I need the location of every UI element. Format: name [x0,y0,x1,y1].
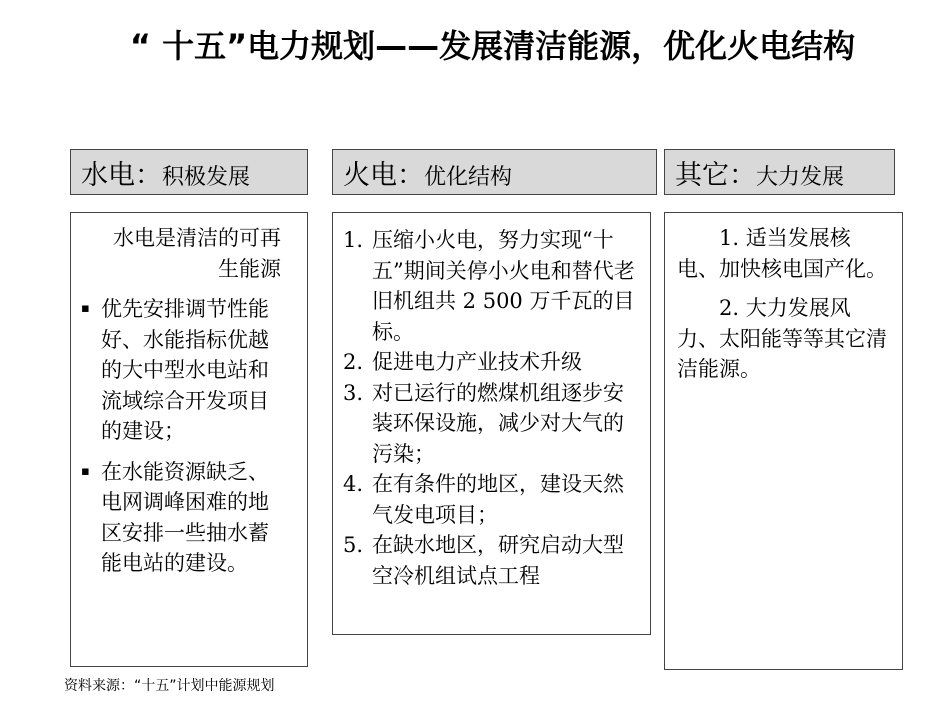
header-thermal-main: 火电： [343,160,424,191]
header-hydropower-sub: 积极发展 [162,165,251,190]
other-paragraph-2: 2. 大力发展风力、太阳能等等其它清洁能源。 [677,296,887,381]
hydropower-intro: 水电是清洁的可再生能源 [113,226,281,281]
header-other [664,149,895,195]
header-hydropower [70,149,308,195]
thermal-item-1 [343,225,642,347]
hydropower-bullet-2 [71,457,286,579]
item-number: 5. [343,533,364,557]
page-title: “ 十五”电力规划——发展清洁能源，优化火电结构 [129,27,856,65]
thermal-item-5 [343,530,642,591]
header-other-sub: 大力发展 [756,165,845,190]
thermal-item-4 [343,469,642,530]
item-text: 在缺水地区，研究启动大型空冷机组试点工程 [372,533,624,588]
thermal-item-2 [343,347,642,378]
item-number: 3. [343,380,364,405]
header-other-main: 其它： [675,160,756,191]
thermal-box [332,212,651,635]
header-hydropower-main: 水电： [81,160,162,191]
item-number: 4. [343,472,364,496]
other-box [664,212,903,670]
bullet-marker: ▪ [81,463,90,479]
item-text: 对已运行的燃煤机组逐步安装环保设施，减少对大气的污染； [372,380,624,466]
bullet-text: 在水能资源缺乏、电网调峰困难的地区安排一些抽水蓄能电站的建设。 [101,459,269,575]
bullet-text: 优先安排调节性能好、水能指标优越的大中型水电站和流域综合开发项目的建设； [101,297,269,443]
thermal-item-3 [343,378,642,470]
header-thermal [332,149,657,195]
source-note: 资料来源：“十五”计划中能源规划 [64,678,275,694]
hydropower-box [70,212,308,667]
item-text: 促进电力产业技术升级 [372,350,582,374]
bullet-marker: ▪ [81,301,90,316]
other-paragraph-1: 1. 适当发展核电、加快核电国产化。 [677,226,887,281]
item-number: 1. [343,228,364,252]
header-thermal-sub: 优化结构 [424,165,513,190]
hydropower-bullet-1 [71,294,286,447]
item-text: 压缩小火电，努力实现“十五”期间关停小火电和替代老旧机组共 2 500 万千瓦的目标。 [372,228,635,344]
item-text: 在有条件的地区，建设天然气发电项目； [372,472,624,527]
item-number: 2. [343,350,364,374]
